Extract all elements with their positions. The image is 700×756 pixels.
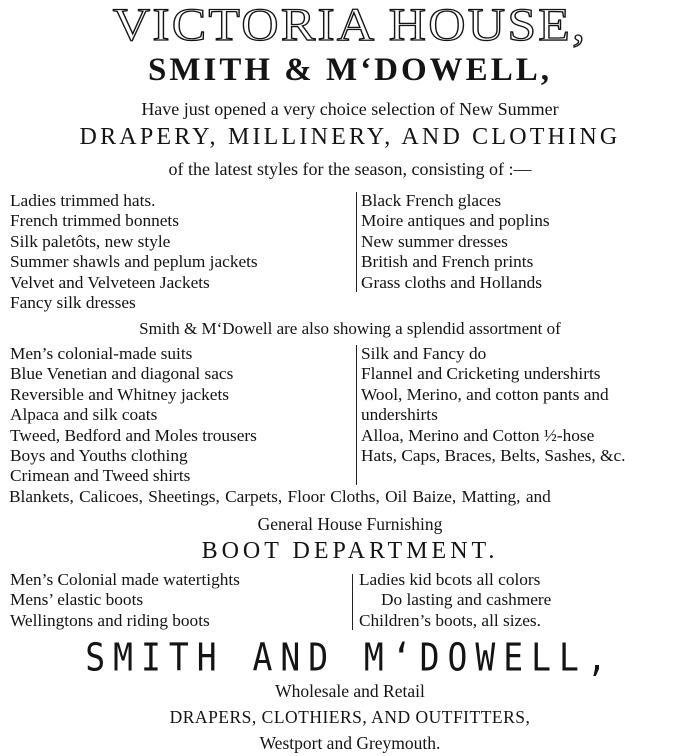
sub-line: of the latest styles for the season, consisting of :— <box>168 159 532 179</box>
list-item: Silk and Fancy do <box>361 344 487 363</box>
list-item: Alloa, Merino and Cotton ½-hose <box>361 425 595 445</box>
column-divider <box>356 345 357 485</box>
list-item: Velvet and Velveteen Jackets <box>10 272 210 292</box>
list-item: Fancy silk dresses <box>10 292 136 312</box>
drapery-left-list <box>10 191 258 313</box>
trades-line: DRAPERS, CLOTHIERS, AND OUTFITTERS, <box>169 707 531 727</box>
list-item: Reversible and Whitney jackets <box>10 384 229 404</box>
column-divider <box>352 574 353 630</box>
list-item: undershirts <box>361 405 438 425</box>
also-line: Smith & M‘Dowell are also showing a splendid assortment of <box>139 319 561 338</box>
list-item: Moire antiques and poplins <box>361 211 550 231</box>
clothing-left-list <box>10 344 257 487</box>
list-item: Ladies kid bcots all colors <box>359 570 541 589</box>
list-item: Men’s Colonial made watertights <box>10 570 240 589</box>
intro-line: Have just opened a very choice selection of New Summer <box>141 99 559 119</box>
list-item: Alpaca and silk coats <box>10 405 158 425</box>
list-item: Blue Venetian and diagonal sacs <box>10 364 234 384</box>
list-item: British and French prints <box>361 252 534 272</box>
wholesale-line: Wholesale and Retail <box>275 681 425 701</box>
boot-left-list <box>10 570 240 631</box>
list-item: Mens’ elastic boots <box>10 590 144 610</box>
list-item: Crimean and Tweed shirts <box>10 466 191 486</box>
list-item: French trimmed bonnets <box>10 211 179 231</box>
list-item: Summer shawls and peplum jackets <box>10 252 258 272</box>
locations-line: Westport and Greymouth. <box>259 733 441 753</box>
list-item: Tweed, Bedford and Moles trousers <box>10 425 257 445</box>
list-item: Grass cloths and Hollands <box>361 272 542 292</box>
list-item: New summer dresses <box>361 231 508 251</box>
column-divider <box>356 192 357 292</box>
list-item: Boys and Youths clothing <box>10 445 188 465</box>
firm-name: SMITH & M‘DOWELL, <box>148 52 552 88</box>
list-item: Hats, Caps, Braces, Belts, Sashes, &c. <box>361 445 626 465</box>
drapery-right-list <box>361 191 550 293</box>
firm-footer: SMITH AND M‘DOWELL, <box>85 635 615 680</box>
list-item: Men’s colonial-made suits <box>10 344 193 363</box>
headline: VICTORIA HOUSE, <box>112 0 588 51</box>
list-item: Flannel and Cricketing undershirts <box>361 364 601 384</box>
clothing-right-list <box>361 344 625 466</box>
list-item: Wellingtons and riding boots <box>10 610 210 630</box>
list-item: Ladies trimmed hats. <box>10 191 156 210</box>
list-item: Wool, Merino, and cotton pants and <box>361 384 609 404</box>
boot-right-list <box>359 570 551 631</box>
category-line: DRAPERY, MILLINERY, AND CLOTHING <box>79 124 621 150</box>
list-item: Children’s boots, all sizes. <box>359 610 541 630</box>
list-item: Black French glaces <box>361 191 502 210</box>
list-item: Silk paletôts, new style <box>10 231 171 251</box>
list-item: Do lasting and cashmere <box>381 590 552 610</box>
boot-heading: BOOT DEPARTMENT. <box>201 538 499 564</box>
general-line: General House Furnishing <box>257 514 443 534</box>
furnishing-line: Blankets, Calicoes, Sheetings, Carpets, Floor Cloths, Oil Baize, Matting, and <box>9 487 551 506</box>
